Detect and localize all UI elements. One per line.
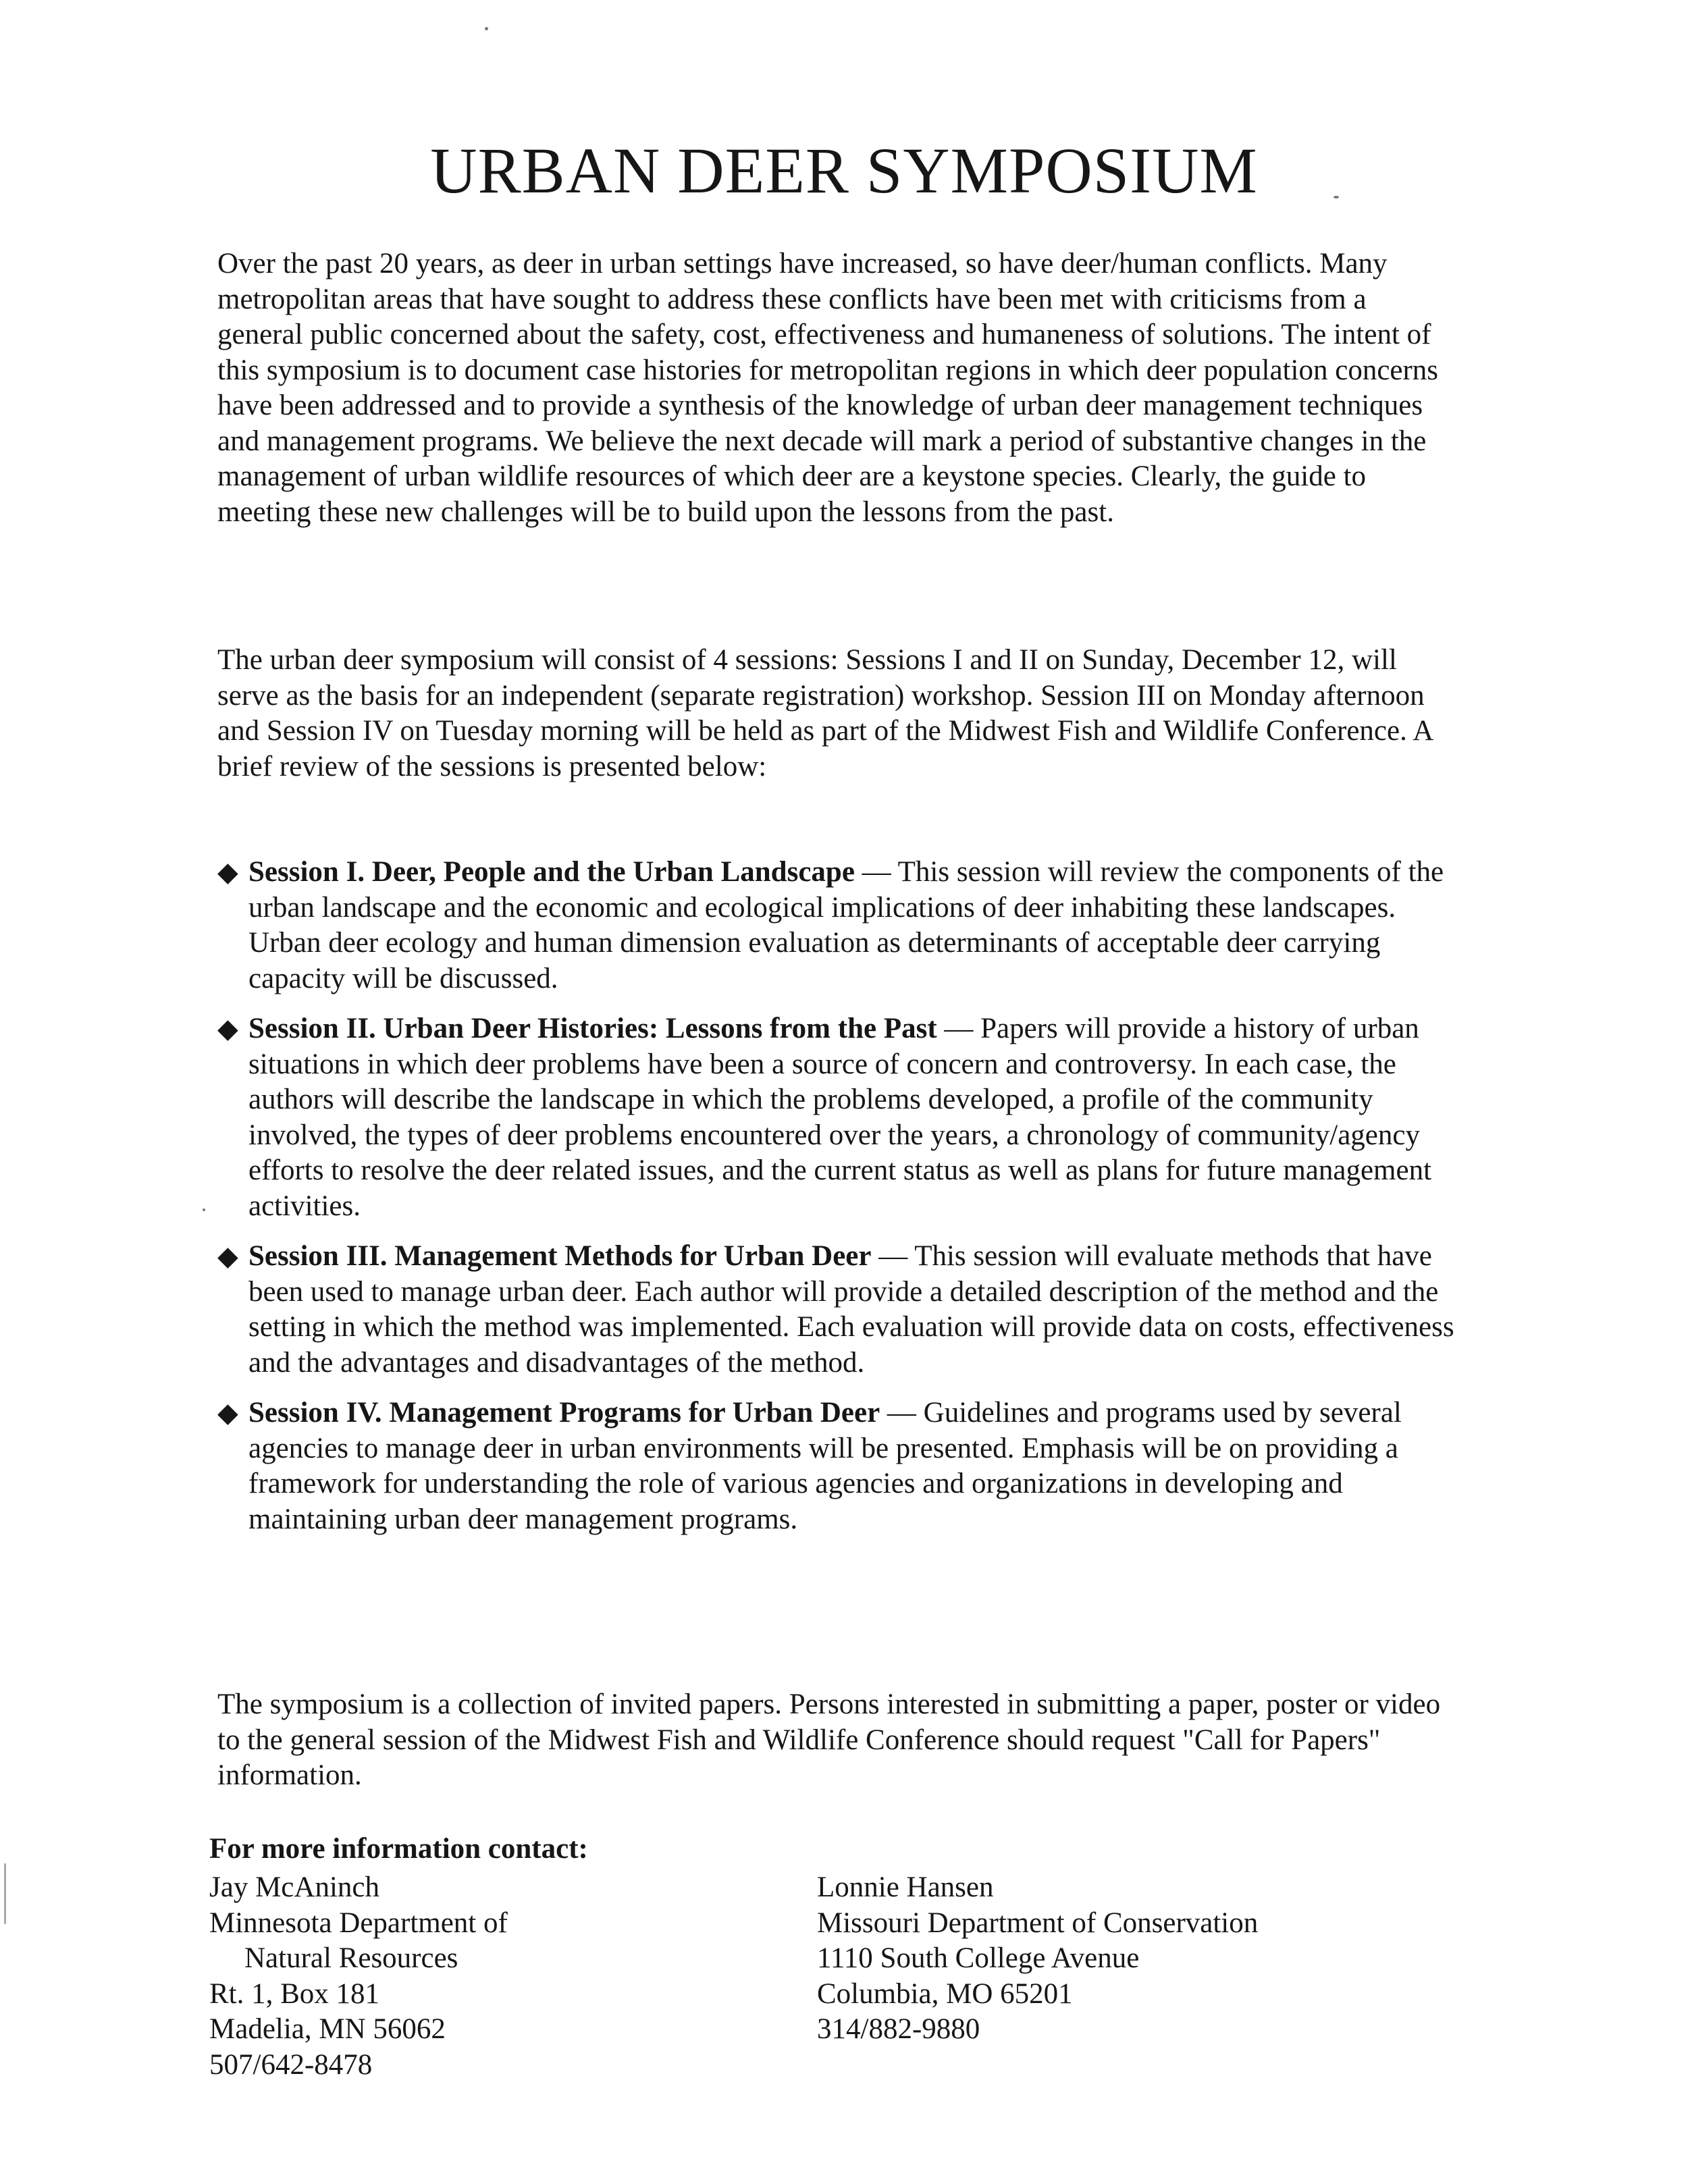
session-item	[217, 1395, 1467, 1537]
contact-name: Jay McAninch	[209, 1871, 379, 1903]
contact-organization-continued: Natural Resources	[244, 1942, 458, 1974]
contact-address-line: Rt. 1, Box 181	[209, 1977, 380, 2010]
scan-speck	[485, 27, 488, 30]
contact-city-line: Columbia, MO 65201	[817, 1977, 1073, 2010]
diamond-bullet-icon: ◆	[217, 857, 238, 888]
contact-block-mcaninch	[209, 1870, 508, 2083]
diamond-bullet-icon: ◆	[217, 1013, 238, 1044]
scan-speck	[4, 1863, 6, 1924]
structure-paragraph: The urban deer symposium will consist of 4 sessions: Sessions I and II on Sunday, December 12, will serve as the basis for an independent (separate registration) workshop. Session III on Monday afternoon and Session IV on Tuesday morning will be held as part of the Midwest Fish and Wildlife Conference. A brief review of the sessions is presented below:	[217, 644, 1432, 782]
contact-phone: 314/882-9880	[817, 2013, 980, 2045]
diamond-bullet-icon: ◆	[217, 1397, 238, 1429]
session-description: — Papers will provide a history of urban situations in which deer problems have been a source of concern and controversy. In each case, the authors will describe the landscape in which the problems developed, a profile of the community involved, the types of deer problems encountered over the years, a chronology of community/agency efforts to resolve the deer related issues, and the current status as well as plans for future management activities.	[248, 1013, 1432, 1222]
session-list	[217, 855, 1467, 1552]
document-title: URBAN DEER SYMPOSIUM	[430, 134, 1258, 207]
diamond-bullet-icon: ◆	[217, 1241, 238, 1272]
session-heading: Session IV. Management Programs for Urban Deer	[248, 1397, 880, 1429]
contact-name: Lonnie Hansen	[817, 1871, 994, 1903]
session-item	[217, 855, 1467, 996]
scan-speck	[203, 1208, 205, 1211]
session-heading: Session I. Deer, People and the Urban Landscape	[248, 856, 855, 888]
contact-organization: Missouri Department of Conservation	[817, 1907, 1259, 1939]
session-description: — This session will review the components of the urban landscape and the economic and ecological implications of deer inhabiting these landscapes. Urban deer ecology and human dimension evaluation as determinants of acceptable deer carrying capacity will be discussed.	[248, 856, 1444, 994]
session-item	[217, 1011, 1467, 1224]
contact-block-hansen	[817, 1870, 1258, 2048]
contact-phone: 507/642-8478	[209, 2048, 373, 2081]
contact-organization: Minnesota Department of	[209, 1907, 508, 1939]
contact-city-line: Madelia, MN 56062	[209, 2013, 446, 2045]
session-heading: Session II. Urban Deer Histories: Lessons from the Past	[248, 1013, 937, 1044]
session-item	[217, 1239, 1467, 1381]
contact-heading: For more information contact:	[209, 1833, 588, 1865]
contact-address-line: 1110 South College Avenue	[817, 1942, 1140, 1974]
intro-paragraph: Over the past 20 years, as deer in urban settings have increased, so have deer/human conflicts. Many metropolitan areas that have sought to address these conflicts have been met with criticisms from a general public concerned about the safety, cost, effectiveness and humaneness of solutions. The intent of this symposium is to document case histories for metropolitan regions in which deer population concerns have been addressed and to provide a synthesis of the knowledge of urban deer management techniques and management programs. We believe the next decade will mark a period of substantive changes in the management of urban wildlife resources of which deer are a keystone species. Clearly, the guide to meeting these new challenges will be to build upon the lessons from the past.	[217, 248, 1439, 528]
session-heading: Session III. Management Methods for Urban Deer	[248, 1240, 872, 1272]
session-description: — This session will evaluate methods that have been used to manage urban deer. Each author will provide a detailed description of the method and the setting in which the method was implemented. Each evaluation will provide data on costs, effectiveness and the advantages and disadvantages of the method.	[248, 1240, 1454, 1379]
scan-speck	[1334, 196, 1339, 198]
session-description: — Guidelines and programs used by several agencies to manage deer in urban environments will be presented. Emphasis will be on providing a framework for understanding the role of various agencies and organizations in developing and maintaining urban deer management programs.	[248, 1397, 1402, 1535]
papers-paragraph: The symposium is a collection of invited papers. Persons interested in submitting a paper, poster or video to the general session of the Midwest Fish and Wildlife Conference should request "Call for Papers" information.	[217, 1688, 1441, 1791]
